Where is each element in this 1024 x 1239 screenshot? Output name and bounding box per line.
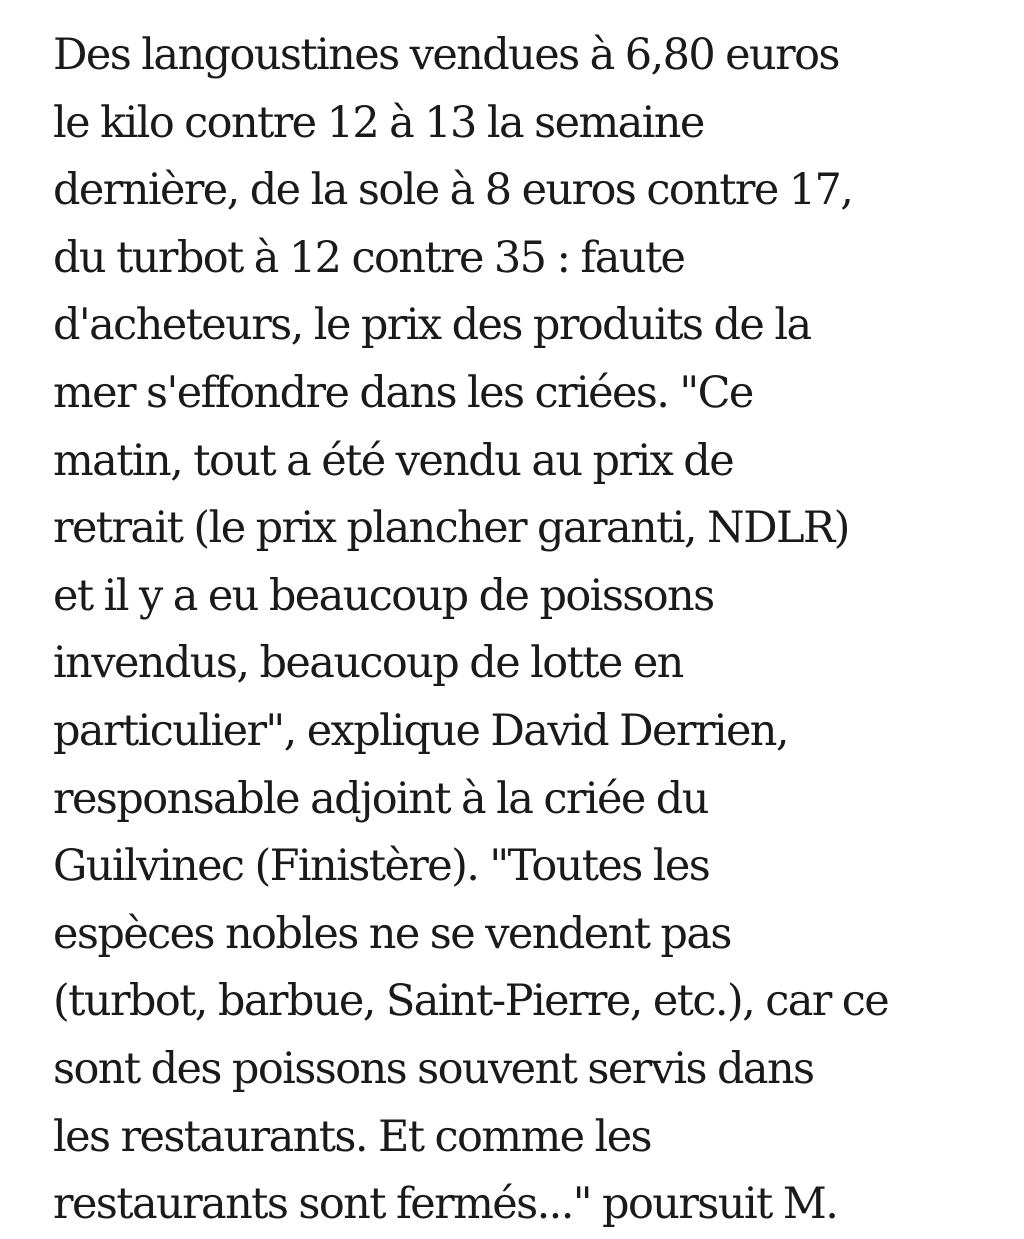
paragraph-line: dernière, de la sole à 8 euros contre 17, xyxy=(53,165,853,216)
paragraph-line: restaurants sont fermés..." poursuit M. xyxy=(53,1179,838,1230)
article-paragraph xyxy=(53,22,1013,1239)
paragraph-line: Guilvinec (Finistère). "Toutes les xyxy=(53,841,710,892)
paragraph-line: retrait (le prix plancher garanti, NDLR) xyxy=(53,503,849,554)
paragraph-line: et il y a eu beaucoup de poissons xyxy=(53,570,714,621)
paragraph-line: le kilo contre 12 à 13 la semaine xyxy=(53,97,704,148)
paragraph-line: particulier", explique David Derrien, xyxy=(53,705,788,756)
paragraph-line: responsable adjoint à la criée du xyxy=(53,773,708,824)
paragraph-line: matin, tout a été vendu au prix de xyxy=(53,435,734,486)
paragraph-line: mer s'effondre dans les criées. "Ce xyxy=(53,367,753,418)
paragraph-line: espèces nobles ne se vendent pas xyxy=(53,908,731,959)
paragraph-line: invendus, beaucoup de lotte en xyxy=(53,638,683,689)
paragraph-line: les restaurants. Et comme les xyxy=(53,1111,652,1162)
paragraph-line: (turbot, barbue, Saint-Pierre, etc.), car ce xyxy=(53,976,889,1027)
paragraph-line: du turbot à 12 contre 35 : faute xyxy=(53,232,685,283)
paragraph-line: sont des poissons souvent servis dans xyxy=(53,1043,814,1094)
paragraph-line: Des langoustines vendues à 6,80 euros xyxy=(53,30,839,80)
paragraph-line: d'acheteurs, le prix des produits de la xyxy=(53,300,811,351)
